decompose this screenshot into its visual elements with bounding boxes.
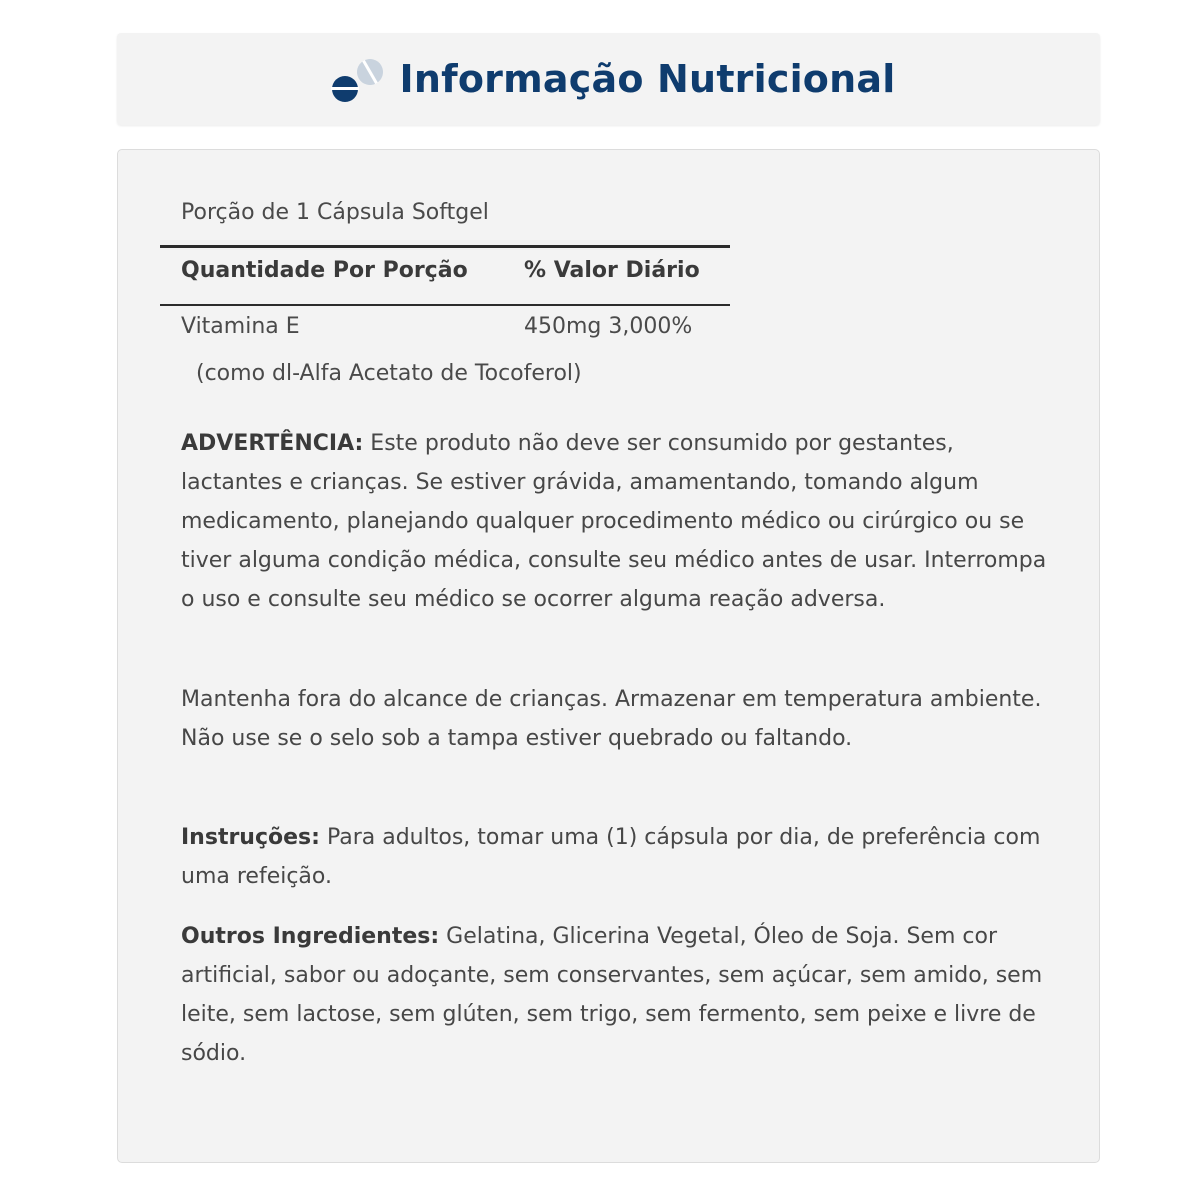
warning-label: ADVERTÊNCIA: — [181, 431, 364, 456]
column-header-daily-value: % Valor Diário — [524, 258, 700, 283]
ingredients-text: Gelatina, Glicerina Vegetal, Óleo de Soja. Sem cor artificial, sabor ou adoçante, sem conservantes, sem açúcar, sem amido, sem leite, sem lactose, sem glúten, sem trigo, sem fermento, sem peixe e livre de sódio. — [181, 924, 1043, 1066]
serving-size: Porção de 1 Cápsula Softgel — [181, 200, 489, 225]
nutrition-panel — [117, 149, 1100, 1163]
warning-paragraph — [181, 424, 1061, 619]
instructions-paragraph — [181, 818, 1061, 896]
header-content — [330, 56, 896, 102]
nutrient-name: Vitamina E — [181, 314, 300, 339]
ingredients-paragraph — [181, 917, 1061, 1073]
header-banner — [117, 33, 1100, 125]
page-title: Informação Nutricional — [399, 57, 896, 101]
warning-text: Este produto não deve ser consumido por gestantes, lactantes e crianças. Se estiver grávida, amamentando, tomando algum medicamento, planejando qualquer procedimento médico ou cirúrgico ou se tiver alguma condição médica, consulte seu médico antes de usar. Interrompa o uso e consulte seu médico se ocorrer alguma reação adversa. — [181, 431, 1047, 612]
table-header-divider — [160, 304, 730, 306]
column-header-amount: Quantidade Por Porção — [181, 258, 468, 283]
nutrient-source-note: (como dl-Alfa Acetato de Tocoferol) — [196, 361, 582, 386]
instructions-label: Instruções: — [181, 825, 320, 850]
nutrient-amount-daily-value: 450mg 3,000% — [524, 314, 693, 339]
instructions-text: Para adultos, tomar uma (1) cápsula por dia, de preferência com uma refeição. — [181, 825, 1041, 889]
storage-paragraph: Mantenha fora do alcance de crianças. Armazenar em temperatura ambiente. Não use se o selo sob a tampa estiver quebrado ou faltando. — [181, 687, 1042, 751]
table-top-divider — [160, 245, 730, 248]
ingredients-label: Outros Ingredientes: — [181, 924, 440, 949]
pill-capsule-icon — [330, 56, 386, 102]
